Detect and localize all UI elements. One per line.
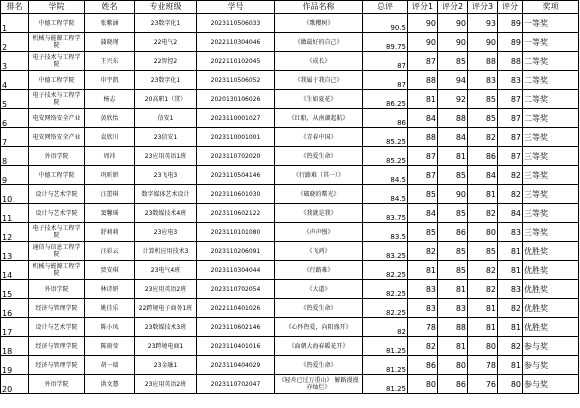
class-cell[interactable]: 23金融1 — [135, 356, 197, 375]
header-cell-award[interactable]: 奖项 — [523, 1, 579, 14]
award-cell[interactable]: 三等奖 — [523, 147, 579, 166]
score3-cell[interactable]: 85 — [468, 90, 498, 109]
college-cell[interactable]: 设计与艺术学院 — [29, 185, 85, 204]
score1-cell[interactable]: 81 — [408, 261, 438, 280]
table-row — [1, 147, 579, 166]
college-cell[interactable]: 电安网络安全产业 — [29, 128, 85, 147]
score4-cell[interactable]: 84 — [498, 204, 523, 223]
header-cell-score2[interactable]: 评分2 — [438, 1, 468, 14]
score4-cell[interactable]: 83 — [498, 280, 523, 299]
table-row — [1, 318, 579, 337]
score3-cell[interactable]: 78 — [468, 356, 498, 375]
class-cell[interactable]: 信安1 — [135, 109, 197, 128]
rank-cell[interactable]: 4 — [1, 71, 29, 90]
score2-cell[interactable]: 92 — [438, 90, 468, 109]
award-cell[interactable]: 优胜奖 — [523, 318, 579, 337]
class-cell[interactable]: 23电气4班 — [135, 261, 197, 280]
score4-cell[interactable]: 82 — [498, 185, 523, 204]
name-cell[interactable]: 王兴东 — [85, 52, 135, 71]
student-id-cell[interactable]: 2023110702054 — [197, 280, 275, 299]
score2-cell[interactable]: 85 — [438, 166, 468, 185]
college-cell[interactable]: 经济与管理学院 — [29, 337, 85, 356]
rank-cell[interactable]: 19 — [1, 356, 29, 375]
score2-cell[interactable]: 86 — [438, 223, 468, 242]
score1-cell[interactable]: 85 — [408, 223, 438, 242]
rank-cell[interactable]: 5 — [1, 90, 29, 109]
table-row — [1, 261, 579, 280]
total-cell[interactable]: 84.5 — [363, 185, 408, 204]
award-cell[interactable]: 二等奖 — [523, 90, 579, 109]
rank-cell[interactable]: 18 — [1, 337, 29, 356]
class-cell[interactable]: 23应电3 — [135, 223, 197, 242]
score3-cell[interactable]: 80 — [468, 337, 498, 356]
class-cell[interactable]: 23应用英语2班 — [135, 280, 197, 299]
score1-cell[interactable]: 88 — [408, 71, 438, 90]
college-cell[interactable]: 经济与管理学院 — [29, 299, 85, 318]
table-row — [1, 375, 579, 394]
rank-cell[interactable]: 12 — [1, 223, 29, 242]
rank-cell[interactable]: 14 — [1, 261, 29, 280]
table-row — [1, 33, 579, 52]
score3-cell[interactable]: 81 — [468, 299, 498, 318]
college-cell[interactable]: 机械与能源工程学院 — [29, 261, 85, 280]
score3-cell[interactable]: 82 — [468, 128, 498, 147]
rank-cell[interactable]: 15 — [1, 280, 29, 299]
score2-cell[interactable]: 88 — [438, 109, 468, 128]
score3-cell[interactable]: 76 — [468, 375, 498, 394]
college-cell[interactable]: 经济与管理学院 — [29, 356, 85, 375]
work-title-cell[interactable]: 《热爱生命》 — [275, 356, 363, 375]
rank-cell[interactable]: 7 — [1, 128, 29, 147]
student-id-cell[interactable]: 2023110101080 — [197, 223, 275, 242]
college-cell[interactable]: 电安网络安全产业 — [29, 109, 85, 128]
score1-cell[interactable]: 87 — [408, 52, 438, 71]
score1-cell[interactable]: 86 — [408, 356, 438, 375]
student-id-cell[interactable]: 2023110206091 — [197, 242, 275, 261]
score2-cell[interactable]: 86 — [438, 375, 468, 394]
class-cell[interactable]: 23信安1 — [135, 128, 197, 147]
college-cell[interactable]: 电子技术与工程学院 — [29, 52, 85, 71]
score4-cell[interactable]: 87 — [498, 128, 523, 147]
class-cell[interactable]: 23数字化1 — [135, 14, 197, 33]
award-cell[interactable]: 参与奖 — [523, 337, 579, 356]
score3-cell[interactable]: 90 — [468, 33, 498, 52]
work-title-cell[interactable]: 《做最好的自己》 — [275, 33, 363, 52]
table-row — [1, 109, 579, 128]
college-cell[interactable]: 电子技术与工程学院 — [29, 223, 85, 242]
score3-cell[interactable]: 80 — [468, 223, 498, 242]
score3-cell[interactable]: 81 — [468, 318, 498, 337]
total-cell[interactable]: 82.25 — [363, 261, 408, 280]
score4-cell[interactable]: 87 — [498, 90, 523, 109]
rank-cell[interactable]: 6 — [1, 109, 29, 128]
total-cell[interactable]: 85.25 — [363, 128, 408, 147]
score4-cell[interactable]: 81 — [498, 318, 523, 337]
class-cell[interactable]: 23数媒技术3班 — [135, 318, 197, 337]
award-cell[interactable]: 三等奖 — [523, 128, 579, 147]
score3-cell[interactable]: 81 — [468, 185, 498, 204]
award-cell[interactable]: 二等奖 — [523, 109, 579, 128]
work-title-cell[interactable]: 《歌樱树》 — [275, 14, 363, 33]
rank-cell[interactable]: 2 — [1, 33, 29, 52]
score4-cell[interactable]: 81 — [498, 242, 523, 261]
score2-cell[interactable]: 81 — [438, 147, 468, 166]
score1-cell[interactable]: 82 — [408, 242, 438, 261]
work-title-cell[interactable]: 《行路难（其一）》 — [275, 166, 363, 185]
rank-cell[interactable]: 1 — [1, 14, 29, 33]
score3-cell[interactable]: 85 — [468, 109, 498, 128]
name-cell[interactable]: 汪蕾琪 — [85, 185, 135, 204]
score3-cell[interactable]: 93 — [468, 14, 498, 33]
name-cell[interactable]: 窦馨瑶 — [85, 204, 135, 223]
score3-cell[interactable]: 82 — [468, 204, 498, 223]
class-cell[interactable]: 数字媒体艺术设计 — [135, 185, 197, 204]
header-cell-name[interactable]: 姓名 — [85, 1, 135, 14]
score1-cell[interactable]: 85 — [408, 185, 438, 204]
college-cell[interactable]: 设计与艺术学院 — [29, 204, 85, 223]
table-row — [1, 337, 579, 356]
award-cell[interactable]: 优胜奖 — [523, 242, 579, 261]
header-cell-work[interactable]: 作品名称 — [275, 1, 363, 14]
work-title-cell[interactable]: 《破晓的曙光》 — [275, 185, 363, 204]
score4-cell[interactable]: 87 — [498, 147, 523, 166]
rank-cell[interactable]: 16 — [1, 299, 29, 318]
college-cell[interactable]: 外语学院 — [29, 280, 85, 299]
award-cell[interactable]: 优胜奖 — [523, 280, 579, 299]
award-cell[interactable]: 参与奖 — [523, 375, 579, 394]
college-cell[interactable]: 机械与能源工程学院 — [29, 33, 85, 52]
work-title-cell[interactable]: 《青春中国》 — [275, 128, 363, 147]
work-title-cell[interactable]: 《声声慢》 — [275, 223, 363, 242]
work-title-cell[interactable]: 《大道》 — [275, 280, 363, 299]
name-cell[interactable]: 巩昕妍 — [85, 166, 135, 185]
work-title-cell[interactable]: 《行路难》 — [275, 261, 363, 280]
score3-cell[interactable]: 83 — [468, 71, 498, 90]
rank-cell[interactable]: 17 — [1, 318, 29, 337]
class-cell[interactable]: 23数字化1 — [135, 71, 197, 90]
score2-cell[interactable]: 85 — [438, 52, 468, 71]
student-id-cell[interactable]: 2022110102045 — [197, 52, 275, 71]
score2-cell[interactable]: 80 — [438, 356, 468, 375]
score2-cell[interactable]: 83 — [438, 299, 468, 318]
award-cell[interactable]: 一等奖 — [523, 14, 579, 33]
student-id-cell[interactable]: 2023110304044 — [197, 261, 275, 280]
total-cell[interactable]: 85.25 — [363, 147, 408, 166]
score4-cell[interactable]: 82 — [498, 337, 523, 356]
student-id-cell[interactable]: 2022110401026 — [197, 299, 275, 318]
header-row — [1, 1, 579, 14]
class-cell[interactable]: 22电气2 — [135, 33, 197, 52]
award-cell[interactable]: 三等奖 — [523, 166, 579, 185]
student-id-cell[interactable]: 2023110602146 — [197, 318, 275, 337]
name-cell[interactable]: 汪彩云 — [85, 242, 135, 261]
student-id-cell[interactable]: 2023110506052 — [197, 71, 275, 90]
name-cell[interactable]: 张紫涵 — [85, 14, 135, 33]
table-row — [1, 223, 579, 242]
rank-cell[interactable]: 9 — [1, 166, 29, 185]
header-cell-total[interactable]: 总评 — [363, 1, 408, 14]
student-id-cell[interactable]: 2023110001027 — [197, 109, 275, 128]
student-id-cell[interactable]: 2023110404029 — [197, 356, 275, 375]
score1-cell[interactable]: 90 — [408, 33, 438, 52]
work-title-cell[interactable]: 《热爱生命》 — [275, 147, 363, 166]
score2-cell[interactable]: 85 — [438, 261, 468, 280]
college-cell[interactable]: 电子技术与工程学院 — [29, 90, 85, 109]
header-cell-rank[interactable]: 排名 — [1, 1, 29, 14]
rank-cell[interactable]: 3 — [1, 52, 29, 71]
name-cell[interactable]: 姚佳乐 — [85, 299, 135, 318]
score2-cell[interactable]: 90 — [438, 185, 468, 204]
score3-cell[interactable]: 85 — [468, 242, 498, 261]
table-row — [1, 90, 579, 109]
table-row — [1, 128, 579, 147]
college-cell[interactable]: 设计与艺术学院 — [29, 318, 85, 337]
name-cell[interactable]: 陈小凤 — [85, 318, 135, 337]
student-id-cell[interactable]: 2023110504146 — [197, 166, 275, 185]
name-cell[interactable]: 蒲晓瑾 — [85, 33, 135, 52]
score4-cell[interactable]: 89 — [498, 33, 523, 52]
table-row — [1, 185, 579, 204]
class-cell[interactable]: 23跨境电商1 — [135, 337, 197, 356]
total-cell[interactable]: 81.25 — [363, 337, 408, 356]
score1-cell[interactable]: 80 — [408, 375, 438, 394]
award-cell[interactable]: 参与奖 — [523, 356, 579, 375]
college-cell[interactable]: 外语学院 — [29, 147, 85, 166]
student-id-cell[interactable]: 2023110602122 — [197, 204, 275, 223]
rank-cell[interactable]: 10 — [1, 185, 29, 204]
work-title-cell[interactable]: 《我就是我》 — [275, 204, 363, 223]
class-cell[interactable]: 23应用英语1班 — [135, 147, 197, 166]
score2-cell[interactable]: 81 — [438, 280, 468, 299]
total-cell[interactable]: 82.25 — [363, 299, 408, 318]
name-cell[interactable]: 贾安琪 — [85, 261, 135, 280]
student-id-cell[interactable]: 2023110401016 — [197, 337, 275, 356]
header-cell-student-id[interactable]: 学号 — [197, 1, 275, 14]
header-cell-college[interactable]: 学院 — [29, 1, 85, 14]
table-row — [1, 299, 579, 318]
college-cell[interactable]: 通信与信息工程学院 — [29, 242, 85, 261]
award-cell[interactable]: 优胜奖 — [523, 299, 579, 318]
total-cell[interactable]: 90.5 — [363, 14, 408, 33]
total-cell[interactable]: 81.25 — [363, 356, 408, 375]
score4-cell[interactable]: 82 — [498, 299, 523, 318]
work-title-cell[interactable]: 《心怀热爱，向阳盛开》 — [275, 318, 363, 337]
total-cell[interactable]: 87 — [363, 52, 408, 71]
score2-cell[interactable]: 81 — [438, 337, 468, 356]
score4-cell[interactable]: 81 — [498, 261, 523, 280]
score2-cell[interactable]: 85 — [438, 204, 468, 223]
score2-cell[interactable]: 90 — [438, 14, 468, 33]
score2-cell[interactable]: 84 — [438, 128, 468, 147]
work-title-cell[interactable]: 《红船，从南湖起航》 — [275, 109, 363, 128]
name-cell[interactable]: 舒莉莉 — [85, 223, 135, 242]
score1-cell[interactable]: 81 — [408, 90, 438, 109]
score2-cell[interactable]: 90 — [438, 33, 468, 52]
total-cell[interactable]: 84.5 — [363, 166, 408, 185]
work-title-cell[interactable]: 《成长》 — [275, 52, 363, 71]
name-cell[interactable]: 陈雨莹 — [85, 337, 135, 356]
student-id-cell[interactable]: 2023110702047 — [197, 375, 275, 394]
class-cell[interactable]: 23应用英语2班 — [135, 375, 197, 394]
total-cell[interactable]: 89.75 — [363, 33, 408, 52]
table-row — [1, 166, 579, 185]
class-cell[interactable]: 计算机应用技术3 — [135, 242, 197, 261]
score1-cell[interactable]: 87 — [408, 166, 438, 185]
name-cell[interactable]: 胡一瑞 — [85, 356, 135, 375]
total-cell[interactable]: 83.25 — [363, 242, 408, 261]
award-cell[interactable]: 一等奖 — [523, 33, 579, 52]
score3-cell[interactable]: 88 — [468, 52, 498, 71]
award-cell[interactable]: 三等奖 — [523, 204, 579, 223]
score4-cell[interactable]: 88 — [498, 52, 523, 71]
score4-cell[interactable]: 89 — [498, 14, 523, 33]
score4-cell[interactable]: 83 — [498, 71, 523, 90]
score1-cell[interactable]: 82 — [408, 337, 438, 356]
score1-cell[interactable]: 90 — [408, 14, 438, 33]
score3-cell[interactable]: 82 — [468, 280, 498, 299]
total-cell[interactable]: 83.5 — [363, 223, 408, 242]
total-cell[interactable]: 82.25 — [363, 280, 408, 299]
rank-cell[interactable]: 11 — [1, 204, 29, 223]
class-cell[interactable]: 23飞电3 — [135, 166, 197, 185]
score4-cell[interactable]: 82 — [498, 166, 523, 185]
score1-cell[interactable]: 83 — [408, 280, 438, 299]
class-cell[interactable]: 22智控2 — [135, 52, 197, 71]
award-cell[interactable]: 三等奖 — [523, 223, 579, 242]
student-id-cell[interactable]: 2023110702020 — [197, 147, 275, 166]
rank-cell[interactable]: 8 — [1, 147, 29, 166]
student-id-cell[interactable]: 2023110506033 — [197, 14, 275, 33]
header-cell-score4[interactable]: 评分 — [498, 1, 523, 14]
name-cell[interactable]: 申宇凯 — [85, 71, 135, 90]
score2-cell[interactable]: 88 — [438, 318, 468, 337]
award-cell[interactable]: 三等奖 — [523, 185, 579, 204]
score1-cell[interactable]: 88 — [408, 128, 438, 147]
total-cell[interactable]: 87 — [363, 71, 408, 90]
score4-cell[interactable]: 83 — [498, 223, 523, 242]
name-cell[interactable]: 袁欣川 — [85, 128, 135, 147]
score2-cell[interactable]: 85 — [438, 242, 468, 261]
total-cell[interactable]: 86 — [363, 109, 408, 128]
score1-cell[interactable]: 78 — [408, 318, 438, 337]
header-cell-score1[interactable]: 评分1 — [408, 1, 438, 14]
total-cell[interactable]: 83.75 — [363, 204, 408, 223]
award-cell[interactable]: 二等奖 — [523, 52, 579, 71]
work-title-cell[interactable]: 《生如夏花》 — [275, 90, 363, 109]
college-cell[interactable]: 中德工程学院 — [29, 71, 85, 90]
work-title-cell[interactable]: 《我属于我自己》 — [275, 71, 363, 90]
student-id-cell[interactable]: 2020130106026 — [197, 90, 275, 109]
work-title-cell[interactable]: 《轻舟已过万重山》 解路漫漫亦灿烂》 — [275, 375, 363, 394]
score2-cell[interactable]: 94 — [438, 71, 468, 90]
college-cell[interactable]: 中德工程学院 — [29, 14, 85, 33]
score3-cell[interactable]: 86 — [468, 147, 498, 166]
college-cell[interactable]: 外语学院 — [29, 375, 85, 394]
name-cell[interactable]: 洪文慧 — [85, 375, 135, 394]
rank-cell[interactable]: 20 — [1, 375, 29, 394]
score1-cell[interactable]: 84 — [408, 109, 438, 128]
table-row — [1, 204, 579, 223]
name-cell[interactable]: 周祎 — [85, 147, 135, 166]
table-row — [1, 14, 579, 33]
class-cell[interactable]: 22跨境电子商务1班 — [135, 299, 197, 318]
name-cell[interactable]: 林诗妍 — [85, 280, 135, 299]
total-cell[interactable]: 81.25 — [363, 375, 408, 394]
rank-cell[interactable]: 13 — [1, 242, 29, 261]
college-cell[interactable]: 中德工程学院 — [29, 166, 85, 185]
award-cell[interactable]: 二等奖 — [523, 71, 579, 90]
table-row — [1, 52, 579, 71]
table-row — [1, 242, 579, 261]
work-title-cell[interactable]: 《热爱生命》 — [275, 299, 363, 318]
work-title-cell[interactable]: 《飞鸿》 — [275, 242, 363, 261]
student-id-cell[interactable]: 2023110601030 — [197, 185, 275, 204]
total-cell[interactable]: 82 — [363, 318, 408, 337]
score4-cell[interactable]: 87 — [498, 109, 523, 128]
score4-cell[interactable]: 80 — [498, 375, 523, 394]
score3-cell[interactable]: 82 — [468, 261, 498, 280]
table-row — [1, 71, 579, 90]
header-cell-class[interactable]: 专业班级 — [135, 1, 197, 14]
class-cell[interactable]: 20高职1（贯） — [135, 90, 197, 109]
score1-cell[interactable]: 84 — [408, 204, 438, 223]
name-cell[interactable]: 杨志 — [85, 90, 135, 109]
student-id-cell[interactable]: 2023110001001 — [197, 128, 275, 147]
name-cell[interactable]: 黄欣怡 — [85, 109, 135, 128]
table-row — [1, 280, 579, 299]
class-cell[interactable]: 23数媒技术4班 — [135, 204, 197, 223]
total-cell[interactable]: 86.25 — [363, 90, 408, 109]
score3-cell[interactable]: 84 — [468, 166, 498, 185]
header-cell-score3[interactable]: 评分3 — [468, 1, 498, 14]
award-cell[interactable]: 优胜奖 — [523, 261, 579, 280]
work-title-cell[interactable]: 《面朝大海春暖花开》 — [275, 337, 363, 356]
score1-cell[interactable]: 83 — [408, 299, 438, 318]
student-id-cell[interactable]: 2022110304046 — [197, 33, 275, 52]
table-row — [1, 356, 579, 375]
score4-cell[interactable]: 81 — [498, 356, 523, 375]
score1-cell[interactable]: 87 — [408, 147, 438, 166]
